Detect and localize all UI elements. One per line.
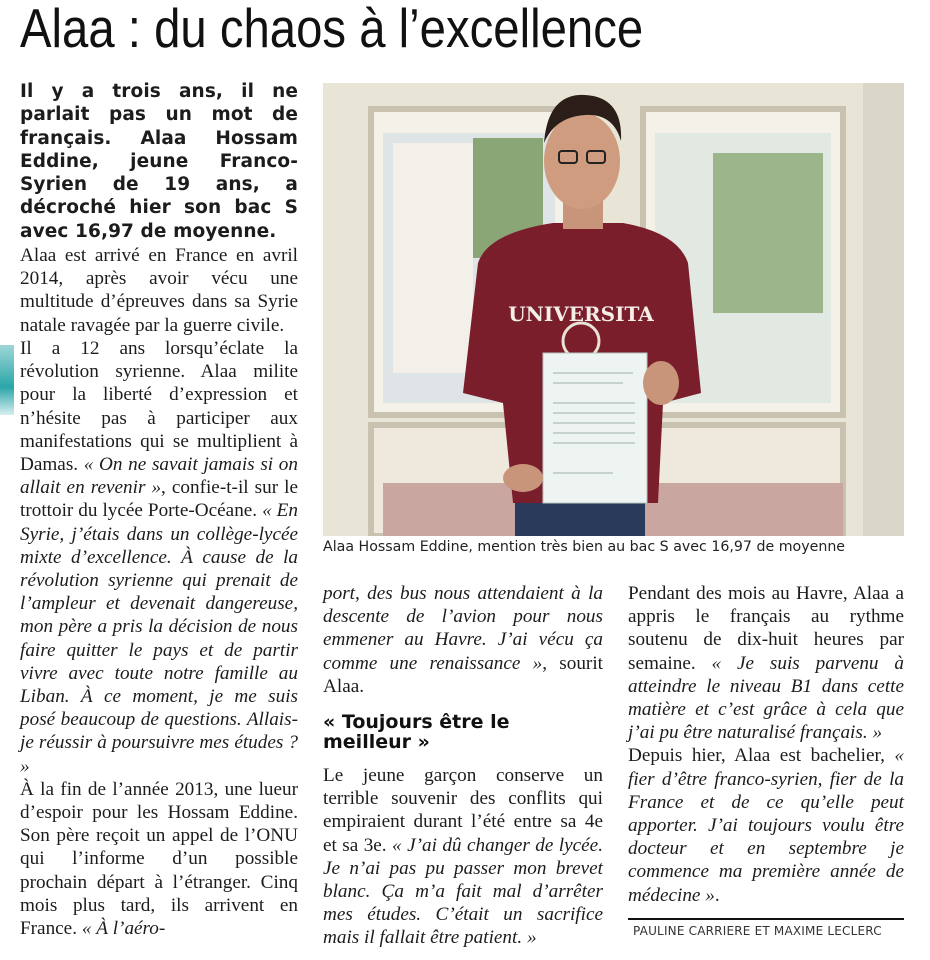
text: À la fin de l’année 2013, une lueur d’espoir pour les Hossam Eddine. Son père reçoit un appel de l’ONU qui l’informe d’un possible prochain départ à l’étranger. Cinq mois plus tard, ils arrivent en France. xyxy=(20,778,298,939)
quote: « J’ai dû changer de lycée. Je n’ai pas pu passer mon brevet blanc. Ça m’a fait mal d’arrêter mes études. C’était un sacrifice mais il fallait être patient. » xyxy=(323,834,603,949)
byline-divider xyxy=(628,918,904,920)
text: Il a 12 ans lorsqu’éclate la révolution syrienne. Alaa milite pour la liberté d’expression et n’hésite pas à participer aux manifestations qui se multiplient à Damas. xyxy=(20,337,298,475)
paragraph xyxy=(323,764,603,950)
column-2 xyxy=(323,582,603,950)
headline: Alaa : du chaos à l’excellence xyxy=(20,0,644,59)
text: , sourit Alaa. xyxy=(323,652,603,697)
subheading: « Toujours être le meilleur » xyxy=(323,711,510,754)
quote: « À l’aéro- xyxy=(81,917,166,939)
lede: Il y a trois ans, il ne parlait pas un mot de français. Alaa Hossam Eddine, jeune Franco-Syrien de 19 ans, a décroché hier son bac S avec 16,97 de moyenne. xyxy=(20,81,298,242)
text: Pendant des mois au Havre, Alaa a appris le français au rythme soutenu de dix-huit heures par semaine. xyxy=(628,583,904,674)
paragraph xyxy=(628,744,904,906)
column-1 xyxy=(20,80,298,940)
paragraph xyxy=(20,778,298,940)
shirt-text: UNIVERSITA xyxy=(508,302,654,326)
column-3 xyxy=(628,582,904,907)
photo-caption: Alaa Hossam Eddine, mention très bien au bac S avec 16,97 de moyenne xyxy=(323,539,846,555)
quote: « On ne savait jamais si on allait en revenir » xyxy=(20,453,298,499)
adjacent-article-image-edge xyxy=(0,345,14,415)
quote: « En Syrie, j’étais dans un collège-lycée mixte d’excellence. À cause de la révolution syrienne qui prenait de l’ampleur et devenait dangereuse, mon père a pris la décision de nous faire quitter le pays et de partir vivre avec toute notre famille au Liban. À ce moment, je me suis posé beaucoup de questions. Allais-je réussir à poursuivre mes études ? » xyxy=(20,500,298,777)
quote: « Je suis parvenu à atteindre le niveau B1 dans cette matière et c’est grâce à cela que j’ai pu être naturalisé français. » xyxy=(628,652,904,744)
text: Depuis hier, Alaa est bachelier, xyxy=(628,745,895,767)
text: . xyxy=(714,884,720,906)
text: , confie-t-il sur le trottoir du lycée Porte-Océane. xyxy=(20,477,298,522)
photo-illustration xyxy=(323,83,904,536)
paragraph xyxy=(628,582,904,744)
quote: « fier d’être franco-syrien, fier de la France et de ce qu’elle peut apporter. J’ai toujours voulu être docteur et en septembre je commence ma première année de médecine » xyxy=(628,745,904,906)
quote: port, des bus nous attendaient à la descente de l’avion pour nous emmener au Havre. J’ai vécu ça comme une renaissance » xyxy=(323,583,603,674)
text: Le jeune garçon conserve un terrible souvenir des conflits qui empiraient durant l’été entre sa 4e et sa 3e. xyxy=(323,765,603,856)
article-photo xyxy=(323,83,904,536)
paragraph xyxy=(323,582,603,698)
byline: PAULINE CARRIERE ET MAXIME LECLERC xyxy=(633,924,882,938)
paragraph: Alaa est arrivé en France en avril 2014, après avoir vécu une multitude d’épreuves dans sa Syrie natale ravagée par la guerre civile. xyxy=(20,245,298,336)
paragraph xyxy=(20,337,298,778)
